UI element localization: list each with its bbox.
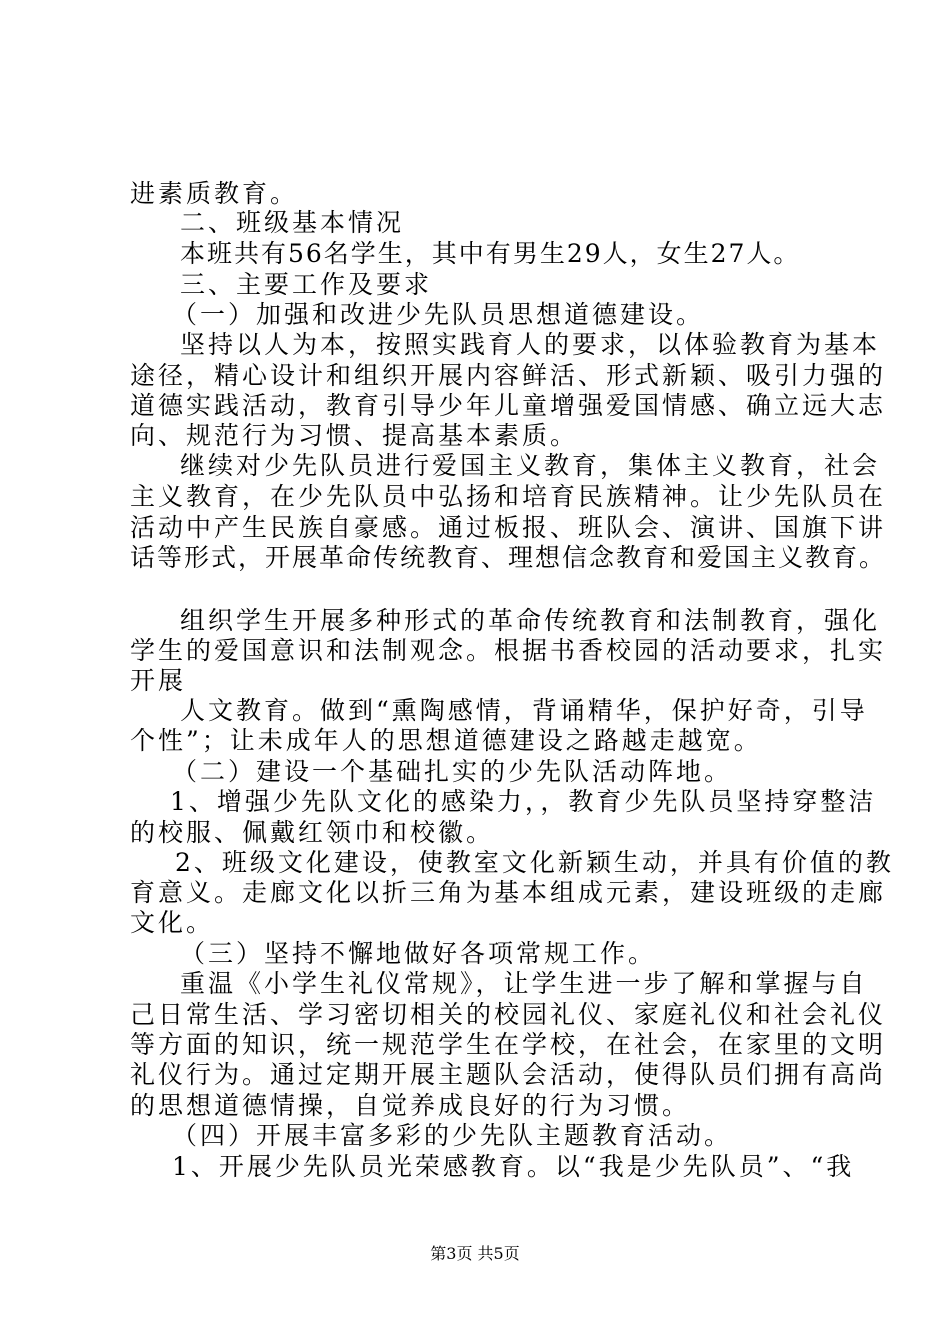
text-line: 途径，精心设计和组织开展内容鲜活、形式新颖、吸引力强的 bbox=[130, 361, 887, 390]
text-line: 的思想道德情操，自觉养成良好的行为习惯。 bbox=[130, 1091, 691, 1120]
subsection-heading: （二）建设一个基础扎实的少先队活动阵地。 bbox=[172, 757, 733, 786]
text-line: 学生的爱国意识和法制观念。根据书香校园的活动要求，扎实 bbox=[130, 636, 887, 665]
text-line: 个性”；让未成年人的思想道德建设之路越走越宽。 bbox=[130, 726, 762, 755]
text-line: 话等形式，开展革命传统教育、理想信念教育和爱国主义教育。 bbox=[130, 543, 887, 572]
page-number-footer: 第3页 共5页 bbox=[430, 1244, 520, 1263]
section-heading: 三、主要工作及要求 bbox=[180, 270, 433, 299]
text-line: 继续对少先队员进行爱国主义教育，集体主义教育，社会 bbox=[180, 451, 881, 480]
text-line: 开展 bbox=[130, 666, 187, 695]
text-line: 向、规范行为习惯、提高基本素质。 bbox=[130, 421, 579, 450]
text-line: 人文教育。做到“熏陶感情，背诵精华，保护好奇，引导 bbox=[180, 696, 868, 725]
text-line: 的校服、佩戴红领巾和校徽。 bbox=[130, 818, 495, 847]
text-line: 礼仪行为。通过定期开展主题队会活动，使得队员们拥有高尚 bbox=[130, 1060, 887, 1089]
text-line: 活动中产生民族自豪感。通过板报、班队会、演讲、国旗下讲 bbox=[130, 513, 887, 542]
text-line: 进素质教育。 bbox=[130, 179, 299, 208]
subsection-heading: （四）开展丰富多彩的少先队主题教育活动。 bbox=[172, 1121, 733, 1150]
text-line: 组织学生开展多种形式的革命传统教育和法制教育，强化 bbox=[180, 606, 881, 635]
text-line: 育意义。走廊文化以折三角为基本组成元素，建设班级的走廊 bbox=[130, 878, 887, 907]
text-line: 2、班级文化建设，使教室文化新颖生动，并具有价值的教 bbox=[175, 848, 894, 877]
text-line: 等方面的知识，统一规范学生在学校，在社会，在家里的文明 bbox=[130, 1030, 887, 1059]
text-line: 坚持以人为本，按照实践育人的要求，以体验教育为基本 bbox=[180, 330, 881, 359]
text-line: 1、增强少先队文化的感染力，，教育少先队员坚持穿整洁 bbox=[170, 787, 877, 816]
text-line: 主义教育，在少先队员中弘扬和培育民族精神。让少先队员在 bbox=[130, 482, 887, 511]
text-line: 1、开展少先队员光荣感教育。以“我是少先队员”、“我 bbox=[172, 1152, 855, 1181]
subsection-heading: （三）坚持不懈地做好各项常规工作。 bbox=[180, 939, 657, 968]
subsection-heading: （一）加强和改进少先队员思想道德建设。 bbox=[172, 300, 705, 329]
text-line: 道德实践活动，教育引导少年儿童增强爱国情感、确立远大志 bbox=[130, 391, 887, 420]
text-line: 本班共有56名学生，其中有男生29人，女生27人。 bbox=[180, 239, 801, 268]
text-line: 重温《小学生礼仪常规》，让学生进一步了解和掌握与自 bbox=[180, 969, 868, 998]
text-line: 己日常生活、学习密切相关的校园礼仪、家庭礼仪和社会礼仪 bbox=[130, 1000, 887, 1029]
section-heading: 二、班级基本情况 bbox=[180, 208, 405, 237]
text-line: 文化。 bbox=[130, 908, 215, 937]
